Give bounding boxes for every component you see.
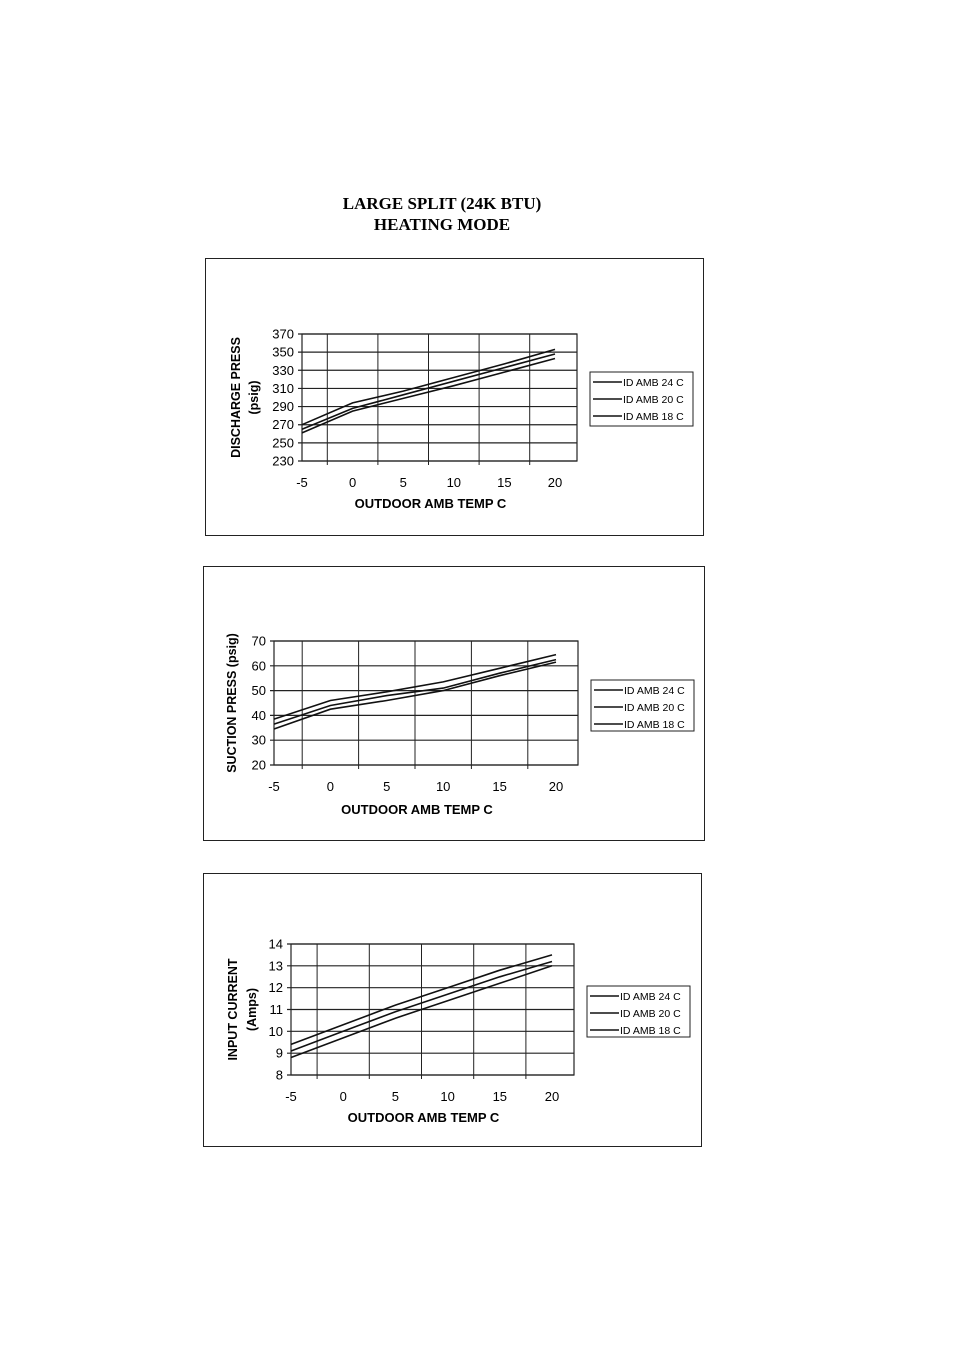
y-tick-label: 30 — [251, 732, 266, 748]
y-tick-label: 60 — [251, 658, 266, 674]
legend-label: ID AMB 24 C — [624, 685, 685, 697]
x-tick-label: 5 — [399, 475, 407, 490]
legend-label: ID AMB 20 C — [623, 394, 684, 406]
y-axis-label: DISCHARGE PRESS — [229, 337, 243, 458]
y-tick-label: 13 — [268, 958, 283, 974]
x-tick-label: 15 — [497, 475, 512, 490]
legend-label: ID AMB 24 C — [620, 991, 681, 1003]
y-tick-label: 20 — [251, 757, 266, 773]
y-tick-label: 70 — [251, 633, 266, 649]
x-tick-label: -5 — [268, 779, 280, 794]
x-tick-label: 10 — [446, 475, 462, 490]
x-tick-label: 10 — [435, 779, 451, 794]
legend-label: ID AMB 18 C — [623, 411, 684, 423]
y-tick-label: 14 — [268, 936, 283, 952]
x-tick-label: 5 — [391, 1089, 400, 1104]
y-axis-label-unit: (psig) — [247, 380, 261, 415]
page-title-line1: LARGE SPLIT (24K BTU) — [342, 194, 542, 213]
x-tick-label: 0 — [348, 475, 357, 490]
y-tick-label: 40 — [251, 707, 266, 723]
x-tick-label: 20 — [547, 475, 563, 490]
y-tick-label: 10 — [268, 1023, 283, 1039]
x-axis-label: OUTDOOR AMB TEMP C — [341, 802, 493, 817]
x-axis-label: OUTDOOR AMB TEMP C — [354, 496, 507, 511]
x-axis-label: OUTDOOR AMB TEMP C — [347, 1110, 500, 1125]
page-title — [0, 193, 884, 235]
x-tick-label: 15 — [492, 1089, 508, 1104]
y-tick-label: 310 — [272, 380, 294, 396]
y-tick-label: 370 — [272, 326, 294, 342]
y-tick-label: 330 — [272, 362, 294, 378]
y-tick-label: 250 — [272, 435, 294, 451]
x-tick-label: 0 — [339, 1089, 347, 1104]
y-axis-label-unit: (Amps) — [245, 987, 259, 1032]
y-tick-label: 11 — [269, 1002, 283, 1017]
y-tick-label: 270 — [272, 417, 294, 433]
legend-label: ID AMB 18 C — [620, 1025, 681, 1037]
y-axis-label: INPUT CURRENT — [226, 958, 240, 1061]
x-tick-label: 20 — [548, 779, 564, 794]
legend-label: ID AMB 18 C — [624, 719, 685, 731]
x-tick-label: 5 — [383, 779, 391, 794]
chart-suction-press-svg — [204, 567, 704, 840]
x-tick-label: 0 — [326, 779, 335, 794]
y-tick-label: 350 — [272, 344, 294, 360]
x-tick-label: 15 — [492, 779, 507, 794]
chart-input-current-svg — [204, 874, 701, 1146]
legend-label: ID AMB 20 C — [620, 1008, 681, 1020]
plot-area — [302, 334, 577, 461]
chart-suction-press — [203, 566, 705, 841]
x-tick-label: -5 — [296, 475, 308, 490]
legend-label: ID AMB 24 C — [623, 377, 684, 389]
y-tick-label: 290 — [272, 399, 294, 415]
y-tick-label: 230 — [272, 453, 294, 469]
y-tick-label: 8 — [275, 1067, 283, 1083]
y-tick-label: 50 — [251, 683, 266, 699]
x-tick-label: -5 — [285, 1089, 297, 1104]
page-title-line2: HEATING MODE — [373, 215, 511, 234]
x-tick-label: 20 — [544, 1089, 560, 1104]
chart-discharge-press-svg — [206, 259, 703, 535]
chart-input-current — [203, 873, 702, 1147]
y-tick-label: 12 — [268, 980, 283, 996]
y-axis-label: SUCTION PRESS (psig) — [225, 633, 239, 773]
legend-label: ID AMB 20 C — [624, 702, 685, 714]
x-tick-label: 10 — [440, 1089, 455, 1104]
chart-discharge-press — [205, 258, 704, 536]
y-tick-label: 9 — [275, 1045, 283, 1061]
